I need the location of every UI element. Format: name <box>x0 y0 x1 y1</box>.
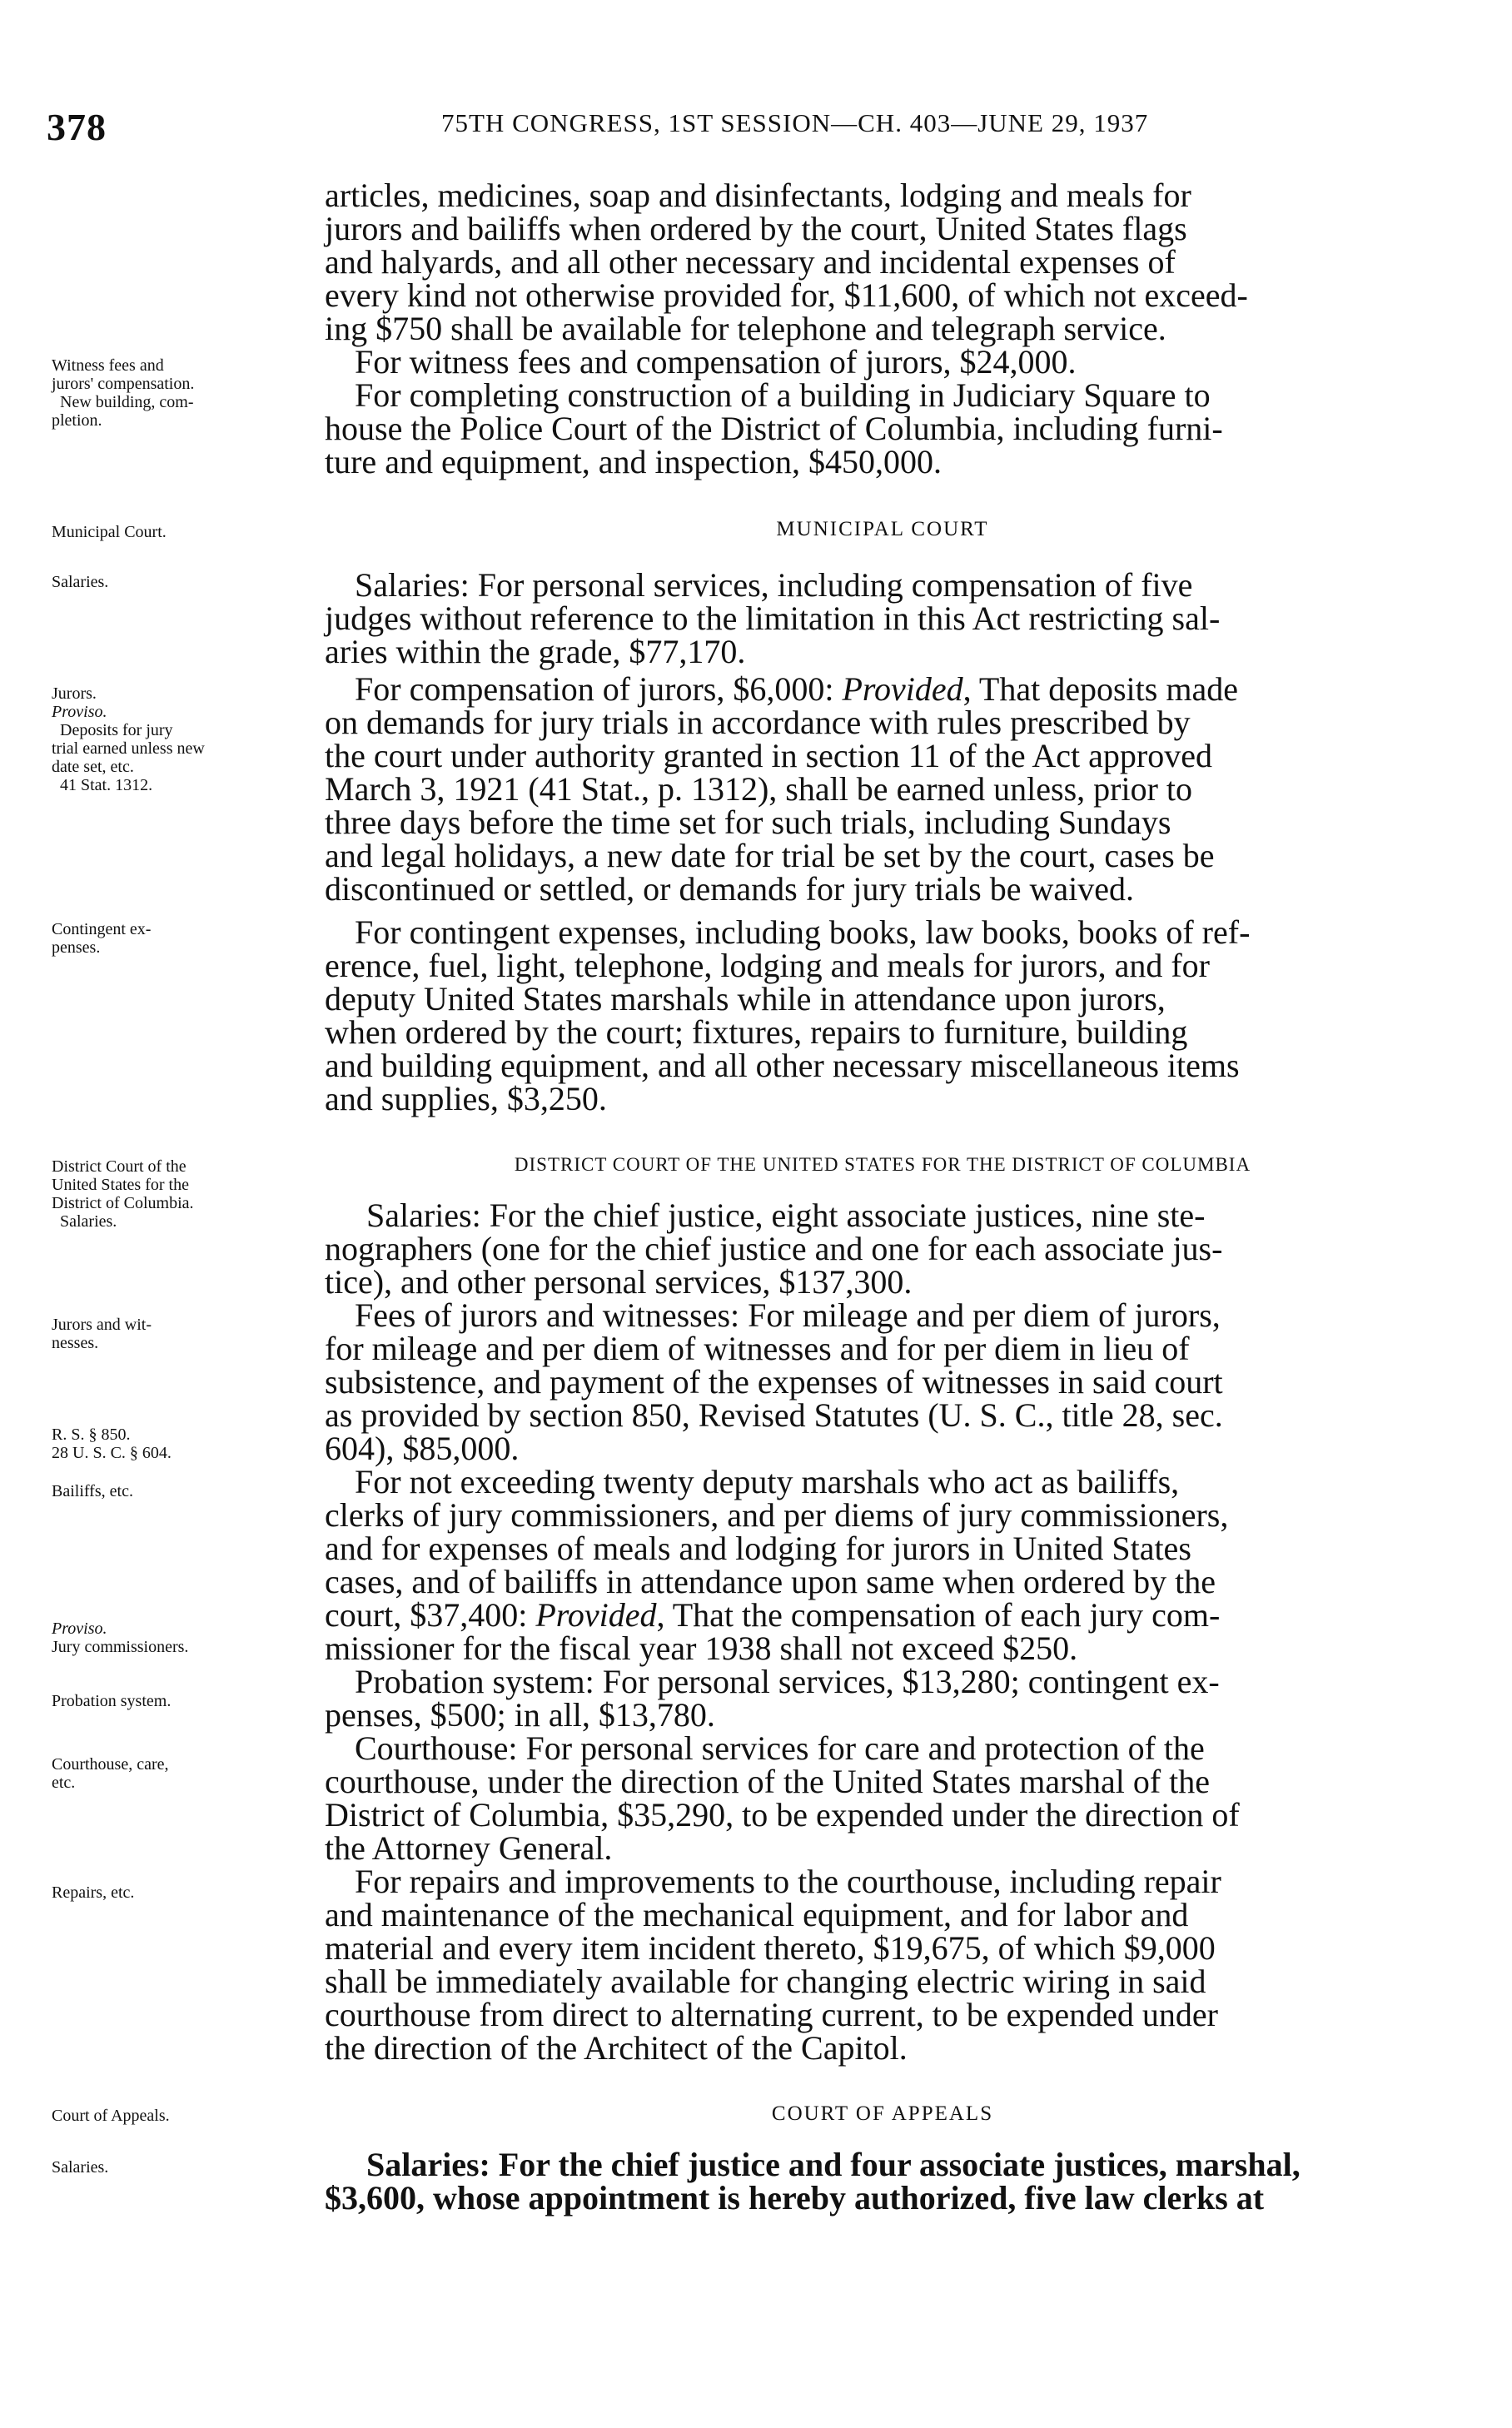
margin-note-probation: Probation system. <box>52 1692 172 1710</box>
paragraph-block-3 <box>325 670 1440 908</box>
text-line: ture and equipment, and inspection, $450,000. <box>325 443 942 480</box>
text-line: three days before the time set for such trials, including Sundays <box>325 804 1171 841</box>
margin-note-line: Jury commissioners. <box>52 1638 189 1656</box>
text-line: District of Columbia, $35,290, to be expended under the direction of <box>325 1796 1240 1833</box>
text-line: material and every item incident thereto, $19,675, of which $9,000 <box>325 1929 1216 1967</box>
text-line: discontinued or settled, or demands for jury trials be waived. <box>325 870 1134 908</box>
margin-note-line: date set, etc. <box>52 758 134 776</box>
heading-district-court: DISTRICT COURT OF THE UNITED STATES FOR THE DISTRICT OF COLUMBIA <box>514 1154 1251 1175</box>
text-line: subsistence, and payment of the expenses of witnesses in said court <box>325 1363 1223 1401</box>
text-line: clerks of jury commissioners, and per diems of jury commissioners, <box>325 1496 1229 1534</box>
margin-note-court-of-appeals: Court of Appeals. <box>52 2107 170 2125</box>
text-line: March 3, 1921 (41 Stat., p. 1312), shall be earned unless, prior to <box>325 770 1193 808</box>
margin-note-line: Proviso. <box>52 1619 107 1638</box>
text-line: missioner for the fiscal year 1938 shall not exceed $250. <box>325 1629 1078 1667</box>
margin-note-line: etc. <box>52 1774 76 1792</box>
margin-note-salaries: Salaries. <box>52 573 109 591</box>
text-line: $3,600, whose appointment is hereby authorized, five law clerks at <box>325 2179 1265 2217</box>
margin-note-line: 41 Stat. 1312. <box>60 776 153 794</box>
margin-note-jurors <box>52 684 318 794</box>
paragraph-block-5 <box>325 1199 1440 1599</box>
margin-note-witness-fees <box>52 356 318 430</box>
text-line: shall be immediately available for changing electric wiring in said <box>325 1963 1206 2000</box>
text-line: as provided by section 850, Revised Statutes (U. S. C., title 28, sec. <box>325 1396 1223 1434</box>
text-line: For witness fees and compensation of jurors, $24,000. <box>355 343 1077 381</box>
text-line: and building equipment, and all other necessary miscellaneous items <box>325 1047 1240 1084</box>
text-line: for mileage and per diem of witnesses and for per diem in lieu of <box>325 1330 1190 1367</box>
text-line: 604), $85,000. <box>325 1430 520 1467</box>
text-line: Fees of jurors and witnesses: For mileage and per diem of jurors, <box>355 1296 1221 1334</box>
text-line: Courthouse: For personal services for care and protection of the <box>355 1729 1205 1767</box>
margin-note-line: trial earned unless new <box>52 739 205 758</box>
heading-municipal-court: MUNICIPAL COURT <box>776 518 989 540</box>
text-fragment-italic: Provided <box>842 670 963 708</box>
heading-court-of-appeals: COURT OF APPEALS <box>771 2102 994 2125</box>
text-line: tice), and other personal services, $137,300. <box>325 1263 913 1301</box>
margin-note-line: penses. <box>52 938 101 957</box>
paragraph-block-2 <box>325 566 1440 670</box>
text-line <box>325 1596 1440 1634</box>
margin-note-contingent <box>52 920 318 957</box>
page-number: 378 <box>47 106 107 148</box>
text-line: on demands for jury trials in accordance with rules prescribed by <box>325 704 1191 741</box>
text-line: courthouse from direct to alternating current, to be expended under <box>325 1996 1218 2033</box>
text-fragment: court, $37,400: <box>325 1596 536 1634</box>
text-line: aries within the grade, $77,170. <box>325 633 746 670</box>
paragraph-block-1 <box>325 179 1440 479</box>
text-line: the direction of the Architect of the Capitol. <box>325 2029 908 2067</box>
text-line: house the Police Court of the District of Columbia, including furni- <box>325 410 1223 447</box>
text-fragment: , That the compensation of each jury com- <box>656 1596 1221 1634</box>
text-line: judges without reference to the limitation in this Act restricting sal- <box>325 600 1221 637</box>
paragraph-block-4 <box>325 913 1440 1117</box>
text-line: and supplies, $3,250. <box>325 1080 607 1117</box>
margin-note-line: R. S. § 850. <box>52 1425 131 1444</box>
text-line: nographers (one for the chief justice and one for each associate jus- <box>325 1230 1223 1267</box>
margin-note-line: Jurors. <box>52 684 97 703</box>
text-fragment: , That deposits made <box>962 670 1238 708</box>
margin-note-line: 28 U. S. C. § 604. <box>52 1444 172 1462</box>
running-head: 75TH CONGRESS, 1ST SESSION—CH. 403—JUNE 29, 1937 <box>441 108 1149 137</box>
text-line: cases, and of bailiffs in attendance upon same when ordered by the <box>325 1563 1216 1600</box>
text-line: Salaries: For personal services, including compensation of five <box>355 566 1193 604</box>
text-line: penses, $500; in all, $13,780. <box>325 1696 715 1734</box>
text-fragment-italic: Provided <box>535 1596 657 1634</box>
text-line: For contingent expenses, including books, law books, books of ref- <box>355 913 1251 951</box>
text-line: For not exceeding twenty deputy marshals who act as bailiffs, <box>355 1463 1180 1500</box>
margin-note-salaries: Salaries. <box>52 2158 109 2177</box>
text-line: and halyards, and all other necessary and incidental expenses of <box>325 243 1176 281</box>
text-line: Salaries: For the chief justice and four associate justices, marshal, <box>366 2146 1301 2183</box>
text-line: and legal holidays, a new date for trial be set by the court, cases be <box>325 837 1215 874</box>
text-line: articles, medicines, soap and disinfectants, lodging and meals for <box>325 177 1191 214</box>
margin-note-district-court <box>52 1157 318 1231</box>
margin-note-revised-statutes <box>52 1425 318 1462</box>
margin-note-line: District of Columbia. <box>52 1194 194 1212</box>
text-line: erence, fuel, light, telephone, lodging and meals for jurors, and for <box>325 947 1210 984</box>
text-line: courthouse, under the direction of the United States marshal of the <box>325 1763 1211 1800</box>
margin-note-jury-commissioners <box>52 1619 318 1656</box>
text-line: jurors and bailiffs when ordered by the court, United States flags <box>325 210 1187 247</box>
margin-note-jurors-witnesses <box>52 1316 318 1352</box>
text-line: ing $750 shall be available for telephone and telegraph service. <box>325 310 1166 347</box>
margin-note-line: District Court of the <box>52 1157 187 1176</box>
text-line: and maintenance of the mechanical equipment, and for labor and <box>325 1896 1189 1933</box>
margin-note-line: Proviso. <box>52 703 107 721</box>
margin-note-courthouse <box>52 1755 318 1792</box>
margin-note-repairs: Repairs, etc. <box>52 1883 135 1902</box>
text-line: and for expenses of meals and lodging for jurors in United States <box>325 1530 1191 1567</box>
text-line: Salaries: For the chief justice, eight associate justices, nine ste- <box>366 1197 1206 1234</box>
text-line: the Attorney General. <box>325 1829 613 1867</box>
text-line: every kind not otherwise provided for, $11,600, of which not exceed- <box>325 276 1248 314</box>
margin-note-line: Courthouse, care, <box>52 1755 169 1774</box>
margin-note-line: Salaries. <box>60 1212 117 1231</box>
text-line: Probation system: For personal services, $13,280; contingent ex- <box>355 1663 1220 1700</box>
paragraph-block-7 <box>325 2148 1440 2215</box>
paragraph-block-6 <box>325 1596 1440 2067</box>
text-line: the court under authority granted in section 11 of the Act approved <box>325 737 1212 774</box>
text-fragment: For compensation of jurors, $6,000: <box>355 670 843 708</box>
margin-note-bailiffs: Bailiffs, etc. <box>52 1482 133 1500</box>
margin-note-line: jurors' compensation. <box>52 375 195 393</box>
margin-note-line: Witness fees and <box>52 356 164 375</box>
margin-note-line: Contingent ex- <box>52 920 152 938</box>
margin-note-municipal-court: Municipal Court. <box>52 523 167 541</box>
margin-note-line: New building, com- <box>60 393 194 411</box>
text-line: deputy United States marshals while in attendance upon jurors, <box>325 980 1166 1017</box>
text-line: For completing construction of a building in Judiciary Square to <box>355 376 1211 414</box>
text-line <box>325 670 1440 708</box>
margin-note-line: Jurors and wit- <box>52 1316 152 1334</box>
margin-note-line: nesses. <box>52 1334 99 1352</box>
margin-note-line: pletion. <box>52 411 102 430</box>
margin-note-line: United States for the <box>52 1176 189 1194</box>
text-line: For repairs and improvements to the courthouse, including repair <box>355 1863 1221 1900</box>
text-line: when ordered by the court; fixtures, repairs to furniture, building <box>325 1013 1188 1051</box>
margin-note-line: Deposits for jury <box>60 721 173 739</box>
